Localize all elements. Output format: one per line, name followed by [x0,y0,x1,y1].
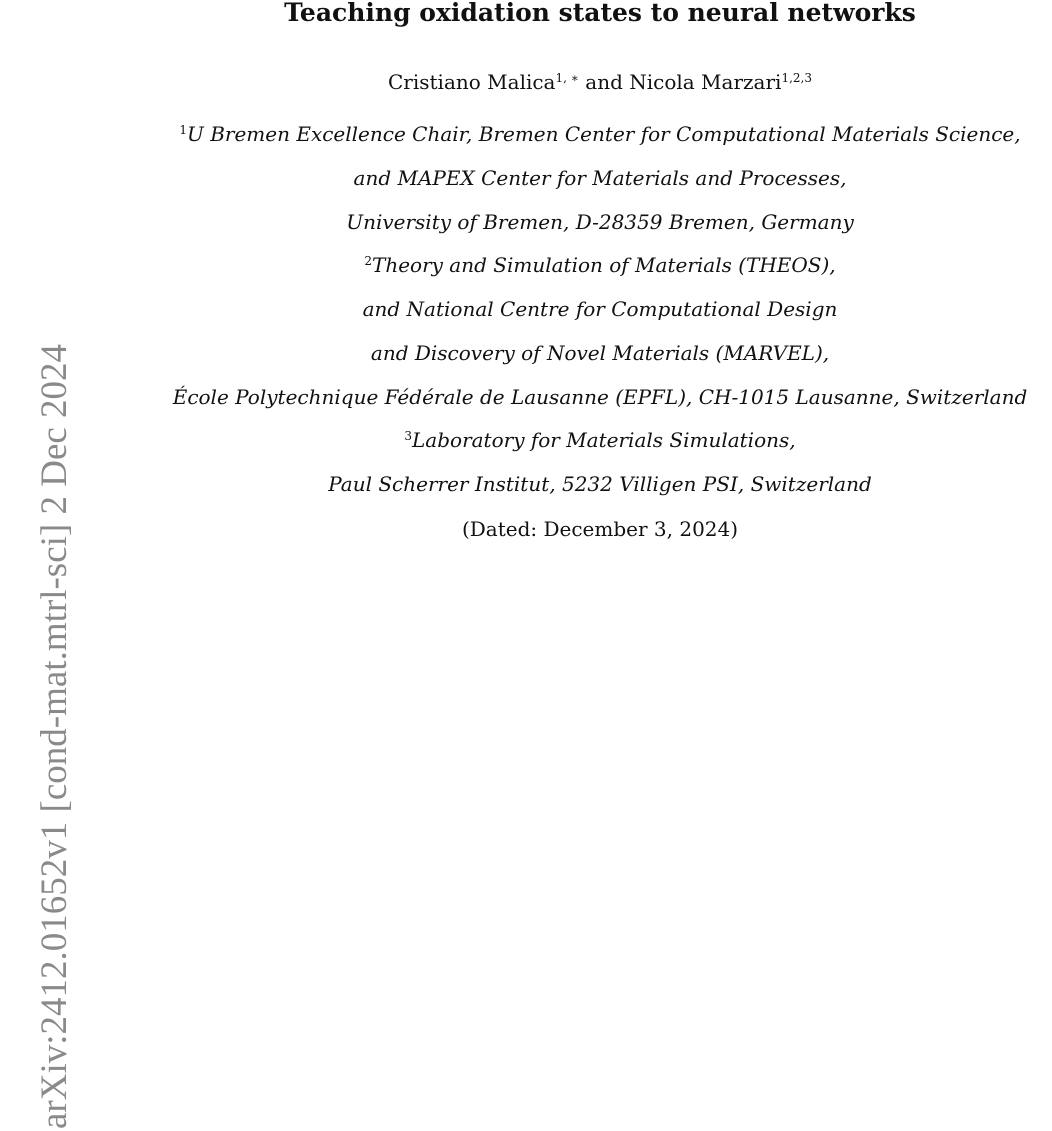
author-name: Cristiano Malica [388,70,556,94]
affiliation-line [100,382,1052,412]
affiliation-line [100,338,1052,368]
author-affiliation-marks: 1,2,3 [781,71,812,85]
affiliation-text: École Polytechnique Fédérale de Lausanne (EPFL), CH-1015 Lausanne, Switzerland [172,385,1028,409]
paper-title: Teaching oxidation states to neural networks [284,0,916,27]
affiliation-line [100,294,1052,324]
affiliation-text: and National Centre for Computational Design [362,297,838,321]
affiliation-line [100,469,1052,499]
arxiv-identifier-stamp: arXiv:2412.01652v1 [cond-mat.mtrl-sci] 2 Dec 2024 [34,343,75,1129]
author-affiliation-marks: 1, ∗ [555,71,579,85]
date-line: (Dated: December 3, 2024) [461,517,739,541]
affiliation-text: Laboratory for Materials Simulations, [412,428,796,452]
affiliation-text: U Bremen Excellence Chair, Bremen Center for Computational Materials Science, [187,122,1021,146]
affiliation-text: University of Bremen, D-28359 Bremen, Germany [346,210,854,234]
author-line [150,67,1050,97]
author-name: Nicola Marzari [629,70,782,94]
affiliation-line [100,207,1052,237]
authors-conjunction: and [585,70,623,94]
affiliation-line [100,425,1052,455]
affiliation-line [100,163,1052,193]
affiliation-text: Theory and Simulation of Materials (THEOS), [371,253,836,277]
affiliation-mark: 1 [179,123,187,137]
affiliation-line [100,250,1052,280]
affiliation-line [100,119,1052,149]
affiliation-text: and MAPEX Center for Materials and Processes, [353,166,847,190]
affiliation-mark: 3 [404,429,413,443]
affiliation-text: Paul Scherrer Institut, 5232 Villigen PSI, Switzerland [328,472,872,496]
affiliation-text: and Discovery of Novel Materials (MARVEL), [370,341,830,365]
affiliation-mark: 2 [364,254,372,268]
